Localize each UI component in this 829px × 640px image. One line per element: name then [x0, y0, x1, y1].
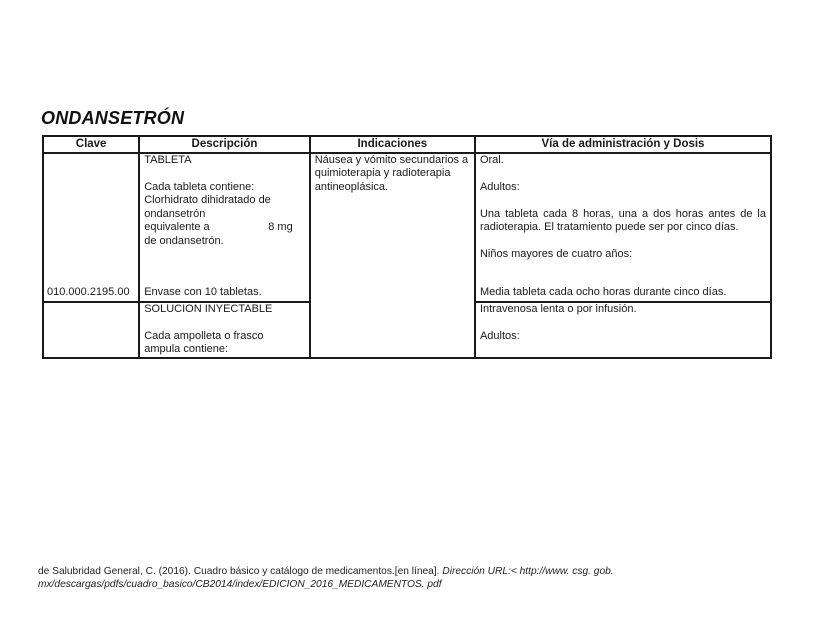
citation-text: de Salubridad General, C. (2016). Cuadro básico y catálogo de medicamentos.[en línea]. — [38, 566, 443, 577]
composition-line: Clorhidrato dihidratado de — [144, 194, 271, 206]
composition-line: de ondansetrón. — [144, 234, 224, 247]
header-descripcion: Descripción — [139, 136, 309, 153]
header-clave: Clave — [43, 136, 139, 153]
equivalence-value: 8 mg — [268, 221, 293, 233]
indications-text: Náusea y vómito secundarios a quimioterapia y radioterapia antineoplásica. — [314, 153, 469, 193]
drug-table — [42, 135, 772, 359]
citation — [38, 566, 798, 591]
children-label: Niños mayores de cuatro años: — [479, 248, 633, 260]
contains-label: Cada tableta contiene: — [144, 180, 255, 193]
adults-label: Adultos: — [479, 329, 520, 342]
page-title: ONDANSETRÓN — [41, 108, 185, 128]
via-cell — [475, 153, 771, 302]
clave-cell — [43, 153, 139, 302]
children-dose: Media tableta cada ocho horas durante cinco días. — [479, 286, 727, 298]
citation-url: Dirección URL:< http://www. csg. gob. mx/descargas/pdfs/cuadro_basico/CB2014/index/EDICION_2016_MEDICAMENTOS. pdf — [38, 566, 614, 590]
adults-dose: Una tableta cada 8 horas, una a dos horas antes de la radioterapia. El tratamiento puede ser por cinco días. — [479, 207, 766, 233]
contains-label: ampula contiene: — [144, 343, 228, 355]
header-via: Vía de administración y Dosis — [475, 136, 771, 153]
dosage-form: SOLUCION INYECTABLE — [144, 302, 273, 315]
contains-label: Cada ampolleta o frasco — [144, 329, 264, 342]
route: Intravenosa lenta o por infusión. — [479, 302, 637, 315]
descripcion-cell — [139, 153, 309, 302]
table-row — [43, 153, 771, 302]
composition-line: ondansetrón — [144, 207, 206, 220]
descripcion-cell — [139, 302, 309, 358]
clave-code: 010.000.2195.00 — [47, 286, 130, 298]
adults-label: Adultos: — [479, 180, 520, 193]
table-header-row — [43, 136, 771, 153]
dosage-form: TABLETA — [144, 153, 192, 166]
route: Oral. — [479, 153, 504, 166]
equivalence-label: equivalente a — [144, 221, 210, 233]
equivalence-line — [144, 221, 304, 235]
via-cell — [475, 302, 771, 358]
clave-cell — [43, 302, 139, 358]
header-indicaciones: Indicaciones — [310, 136, 475, 153]
package-description: Envase con 10 tabletas. — [144, 286, 262, 298]
indicaciones-cell — [310, 153, 475, 358]
